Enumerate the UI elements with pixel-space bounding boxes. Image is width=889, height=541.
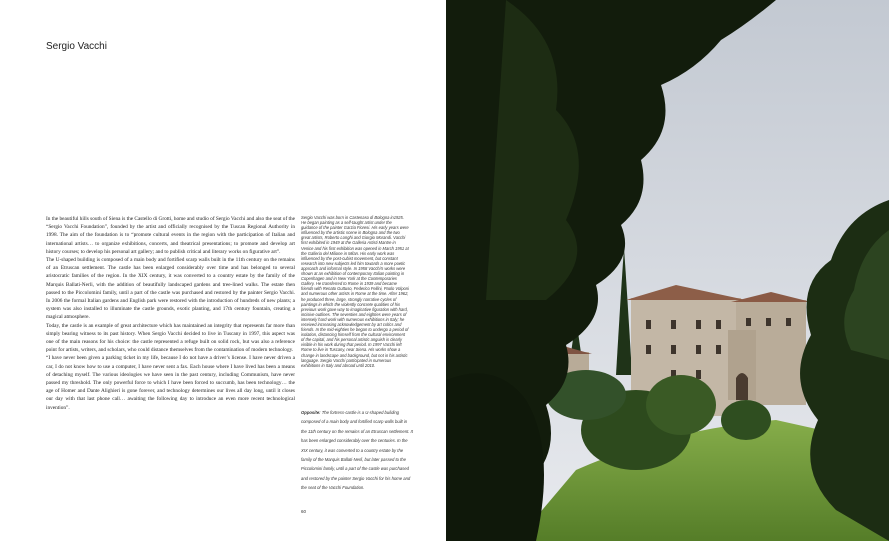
page-number: 60 — [301, 509, 307, 514]
hedge — [646, 375, 716, 435]
main-paragraph-2: The U-shaped building is composed of a main body and fortified scarp walls built in the 11th century on the remains of an Etruscan settlement. The castle has been enlarged considerably over time and has belonged to several aristocratic families of the region. In the XIX century, it was converted to a country estate by the family of the Marquis Ballati-Nerli, with the addition of beautifully landscaped gardens and tree-lined walks. The estate then passed to the Piccolomini family, until a part of the castle was purchased and restored by the painter Sergio Vacchi. In 2006 the formal Italian gardens and English park were restored with the introduction of hundreds of new plants; a system was also installed to illuminate the castle grounds, exotic planting, and 17th century fountain, creating a magical atmosphere. — [46, 257, 295, 321]
castle-garden-photo — [446, 0, 889, 541]
artist-bio: Sergio Vacchi was born in Castenaso di Bologna in1925. He began painting as a self-taught artist under the guidance of the painter Garzia Fioresi. His early years were influenced by the artistic scene in Bologna and the two great artists, Roberto Longhi and Giorgio Morandi. Vacchi first exhibited in 1949 at the Galleria Artisti Mantre in Venice and his first exhibition was opened in March 1951 at the Galleria del Milione in Milan. His early work was influenced by the post-cubist movement, but constant research into new subjects led him towards a more poetic approach and informal style. In 1958 Vacchi's works were shown at an exhibition of contemporary Italian painting in Copenhagen and in New York at the Contemporaries Gallery. He transferred to Rome in 1939 and became friends with Renato Guttuso, Federico Fellini, Paolo Volponi and numerous other artists in Rome at the time. After 1962, he produced three, large, strongly narrative cycles of paintings in which the violently concrete qualities of his previous work gave way to imaginative figuration with hard, incisive outlines. The seventies and eighties were years of intensely hard work with numerous exhibitions in Italy; he received increasing acknowledgement by art critics and friends. In the mid-eighties he began to undergo a period of isolation, distancing himself from the cultural environment of the capital, and his personal artistic anguish is clearly visible in his work during that period. In 1997 Vacchi left Rome to live in Tuscany, near Siena. His works show a change in landscape and background, but not in his artistic language. Sergio Vacchi participated in numerous exhibitions in Italy and abroad until 2010. — [301, 215, 409, 368]
main-paragraph-1: In the beautiful hills south of Siena is the Castello di Grotti, home and studio of Sergio Vacchi and also the seat of the “Sergio Vacchi Foundation”, founded by the artist and officially recognised by the Tuscan Regional Authority in 1998. The aim of the foundation is to “promote cultural events in the region with the participation of Italian and international artists… to organize exhibitions, concerts, and theatrical presentations; to promote and develop art history courses; to develop his personal art gallery; and to publish critical and literary works on figurative art”. — [46, 216, 296, 255]
main-paragraph-4: “I have never been given a parking ticket in my life, because I do not have a driver’s license. I have never driven a car, I do not know how to use a computer, I have never sent a fax. Each house where I have lived has been a means of detaching myself. The various ideologies we have seen in the past century, including Communism, have never passed my threshold. The only powerful force to which I have been forced to succumb, has been technology… the age of Homer and Dante Alighieri is gone forever, and technology determines our lives all day long, until it closes our day with that last phone call… awaiting the following day to introduce an even more recent technological invention”. — [46, 355, 295, 411]
photo-caption — [301, 408, 413, 493]
castle-photo-illustration — [446, 0, 889, 541]
main-text-column — [46, 215, 295, 412]
hedge — [721, 400, 771, 440]
main-paragraph-3: Today, the castle is an example of great architecture which has maintained an integrity that represents far more than simply bearing witness to its past history. When Sergio Vacchi decided to live in Tuscany in 1997, this aspect was one of the main reasons for his choice: the castle represented a refuge built on solid rock, but was also a reference point for artists, writers, and scholars, who could distance themselves from the contamination of modern technology. — [46, 322, 295, 354]
page-title: Sergio Vacchi — [46, 41, 107, 52]
caption-text: The fortress-castle is a U-shaped building composed of a main body and fortified scarp walls built in the 11th century on the remains of an Etruscan settlement. It has been enlarged considerably over the centuries. In the XIX century, it was converted to a country estate by the family of the Marquis Ballati-Nerli, but later passed to the Piccolomini family, until a part of the castle was purchased and restored by the painter Sergio Vacchi for his home and the seat of the Vacchi Foundation. — [301, 410, 413, 491]
caption-label: Opposite: — [301, 410, 321, 415]
